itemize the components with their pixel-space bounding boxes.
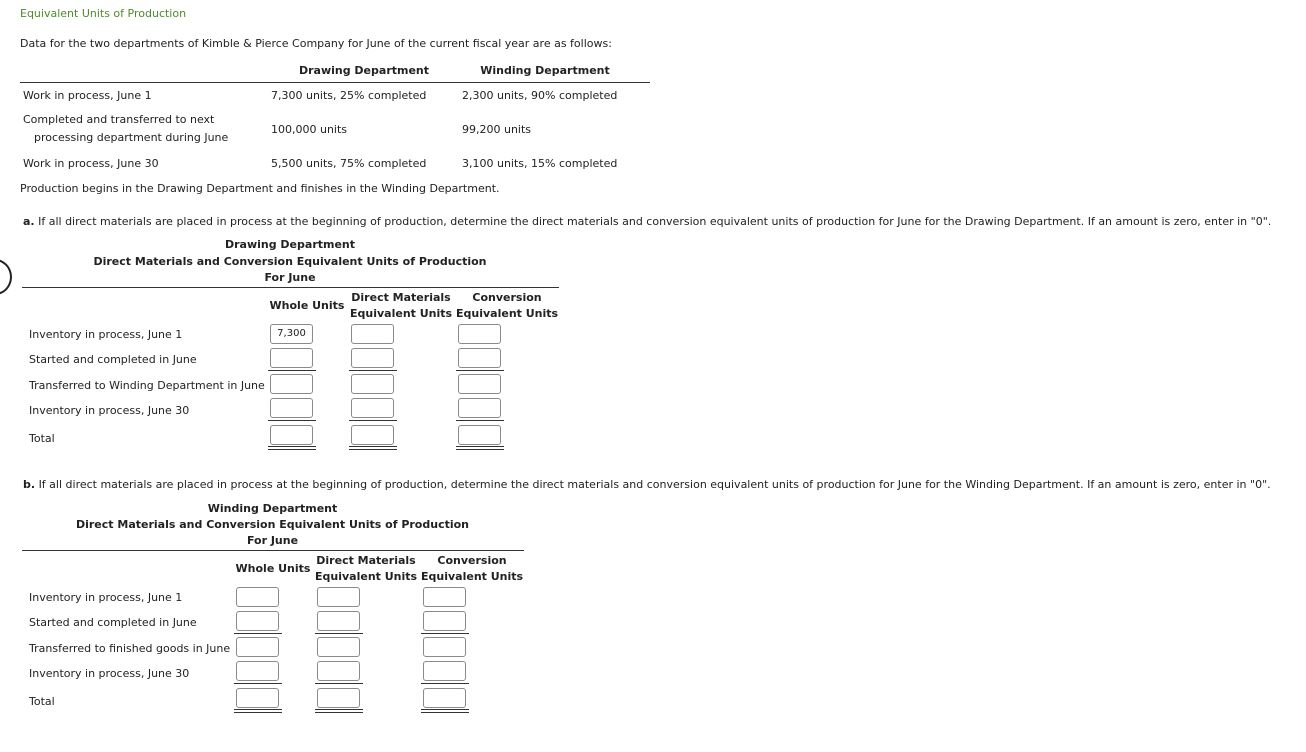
- part-a-row-total: Total: [29, 432, 55, 445]
- part-b-whole-inv-june1-input[interactable]: [236, 587, 279, 607]
- part-b-conv-double-rule: [421, 709, 469, 713]
- part-b-dm-underline-2: [315, 683, 363, 684]
- part-b-whole-started-input[interactable]: [236, 611, 279, 631]
- part-b-col-dm-1: Direct Materials: [316, 554, 416, 567]
- part-a-dm-inv-june1-input[interactable]: [351, 324, 394, 344]
- part-b-letter: b.: [23, 478, 36, 491]
- part-b-dm-inv-june30-input[interactable]: [317, 661, 360, 681]
- part-a-heading2: Direct Materials and Conversion Equivalent Units of Production: [93, 255, 487, 268]
- part-b-dm-started-input[interactable]: [317, 611, 360, 631]
- part-a-question: [23, 215, 1271, 228]
- part-b-row-inv-june1: Inventory in process, June 1: [29, 591, 183, 604]
- row-completed-label-1: Completed and transferred to next: [23, 113, 215, 126]
- part-a-heading1: Drawing Department: [224, 238, 356, 251]
- part-b-conv-transferred-input[interactable]: [423, 637, 466, 657]
- cursor-circle: [0, 259, 12, 295]
- part-a-whole-underline-2: [268, 420, 316, 421]
- header-drawing: Drawing Department: [298, 64, 430, 77]
- row-wip-june30-label: Work in process, June 30: [23, 157, 159, 170]
- part-b-text: If all direct materials are placed in process at the beginning of production, determine the direct materials and conversion equivalent units of production for June for the Winding Department. If an amount is zero, enter in "0".: [38, 478, 1271, 491]
- part-a-letter: a.: [23, 215, 35, 228]
- part-a-dm-double-rule: [349, 446, 397, 450]
- part-b-dm-transferred-input[interactable]: [317, 637, 360, 657]
- part-b-col-conv-1: Conversion: [437, 554, 507, 567]
- part-b-col-conv-2: Equivalent Units: [421, 570, 524, 583]
- part-a-conv-total-input[interactable]: [458, 425, 501, 445]
- part-a-col-dm-1: Direct Materials: [351, 291, 451, 304]
- part-a-dm-transferred-input[interactable]: [351, 374, 394, 394]
- row-wip-june1-winding: 2,300 units, 90% completed: [462, 89, 618, 102]
- header-winding: Winding Department: [480, 64, 610, 77]
- part-a-whole-underline: [268, 370, 316, 371]
- row-completed-drawing: 100,000 units: [271, 123, 348, 136]
- page-title: Equivalent Units of Production: [20, 7, 187, 20]
- part-a-col-conv-2: Equivalent Units: [456, 307, 559, 320]
- intro-text: Data for the two departments of Kimble & Pierce Company for June of the current fiscal year are as follows:: [20, 37, 612, 50]
- part-b-dm-total-input[interactable]: [317, 688, 360, 708]
- part-b-col-dm-2: Equivalent Units: [315, 570, 418, 583]
- part-a-dm-started-input[interactable]: [351, 348, 394, 368]
- part-a-col-whole: Whole Units: [269, 299, 345, 312]
- part-a-dm-underline-2: [349, 420, 397, 421]
- part-b-col-whole: Whole Units: [235, 562, 311, 575]
- part-b-row-total: Total: [29, 695, 55, 708]
- header-rule: [20, 82, 650, 83]
- part-a-whole-double-rule: [268, 446, 316, 450]
- part-a-dm-underline: [349, 370, 397, 371]
- part-b-conv-total-input[interactable]: [423, 688, 466, 708]
- part-b-whole-underline: [234, 633, 282, 634]
- part-a-row-transferred: Transferred to Winding Department in June: [29, 379, 265, 392]
- part-b-conv-underline-2: [421, 683, 469, 684]
- production-note: Production begins in the Drawing Department and finishes in the Winding Department.: [20, 182, 500, 195]
- part-a-whole-started-input[interactable]: [270, 348, 313, 368]
- part-b-whole-underline-2: [234, 683, 282, 684]
- part-a-heading3: For June: [264, 271, 316, 284]
- part-a-dm-inv-june30-input[interactable]: [351, 398, 394, 418]
- part-b-dm-underline: [315, 633, 363, 634]
- part-b-question: [23, 478, 1271, 491]
- row-wip-june30-winding: 3,100 units, 15% completed: [462, 157, 618, 170]
- part-b-heading-rule: [22, 550, 524, 551]
- row-wip-june1-drawing: 7,300 units, 25% completed: [271, 89, 427, 102]
- part-a-conv-started-input[interactable]: [458, 348, 501, 368]
- part-b-conv-underline: [421, 633, 469, 634]
- part-b-whole-transferred-input[interactable]: [236, 637, 279, 657]
- part-b-heading3: For June: [246, 534, 299, 547]
- row-completed-label-2: processing department during June: [34, 131, 229, 144]
- part-a-conv-inv-june30-input[interactable]: [458, 398, 501, 418]
- part-a-text: If all direct materials are placed in process at the beginning of production, determine the direct materials and conversion equivalent units of production for June for the Drawing Department. If an amount is zero, enter in "0".: [38, 215, 1272, 228]
- part-a-conv-underline: [456, 370, 504, 371]
- part-a-whole-inv-june1-input[interactable]: 7,300: [270, 324, 313, 344]
- part-b-dm-double-rule: [315, 709, 363, 713]
- part-b-conv-started-input[interactable]: [423, 611, 466, 631]
- row-wip-june1-label: Work in process, June 1: [23, 89, 152, 102]
- part-a-conv-double-rule: [456, 446, 504, 450]
- part-a-conv-inv-june1-input[interactable]: [458, 324, 501, 344]
- part-a-whole-inv-june30-input[interactable]: [270, 398, 313, 418]
- part-a-row-started: Started and completed in June: [29, 353, 197, 366]
- part-b-conv-inv-june30-input[interactable]: [423, 661, 466, 681]
- part-a-conv-underline-2: [456, 420, 504, 421]
- part-b-conv-inv-june1-input[interactable]: [423, 587, 466, 607]
- part-a-heading-rule: [22, 287, 559, 288]
- part-b-heading1: Winding Department: [207, 502, 338, 515]
- row-completed-winding: 99,200 units: [462, 123, 532, 136]
- part-a-col-dm-2: Equivalent Units: [350, 307, 453, 320]
- part-a-row-inv-june1: Inventory in process, June 1: [29, 328, 183, 341]
- part-b-whole-double-rule: [234, 709, 282, 713]
- part-a-whole-total-input[interactable]: [270, 425, 313, 445]
- part-a-col-conv-1: Conversion: [472, 291, 542, 304]
- part-b-heading2: Direct Materials and Conversion Equivalent Units of Production: [75, 518, 470, 531]
- part-b-row-transferred: Transferred to finished goods in June: [29, 642, 231, 655]
- part-b-row-started: Started and completed in June: [29, 616, 197, 629]
- part-a-dm-total-input[interactable]: [351, 425, 394, 445]
- part-a-row-inv-june30: Inventory in process, June 30: [29, 404, 190, 417]
- row-wip-june30-drawing: 5,500 units, 75% completed: [271, 157, 427, 170]
- part-b-whole-total-input[interactable]: [236, 688, 279, 708]
- part-a-conv-transferred-input[interactable]: [458, 374, 501, 394]
- part-b-row-inv-june30: Inventory in process, June 30: [29, 667, 190, 680]
- part-b-dm-inv-june1-input[interactable]: [317, 587, 360, 607]
- part-b-whole-inv-june30-input[interactable]: [236, 661, 279, 681]
- part-a-whole-transferred-input[interactable]: [270, 374, 313, 394]
